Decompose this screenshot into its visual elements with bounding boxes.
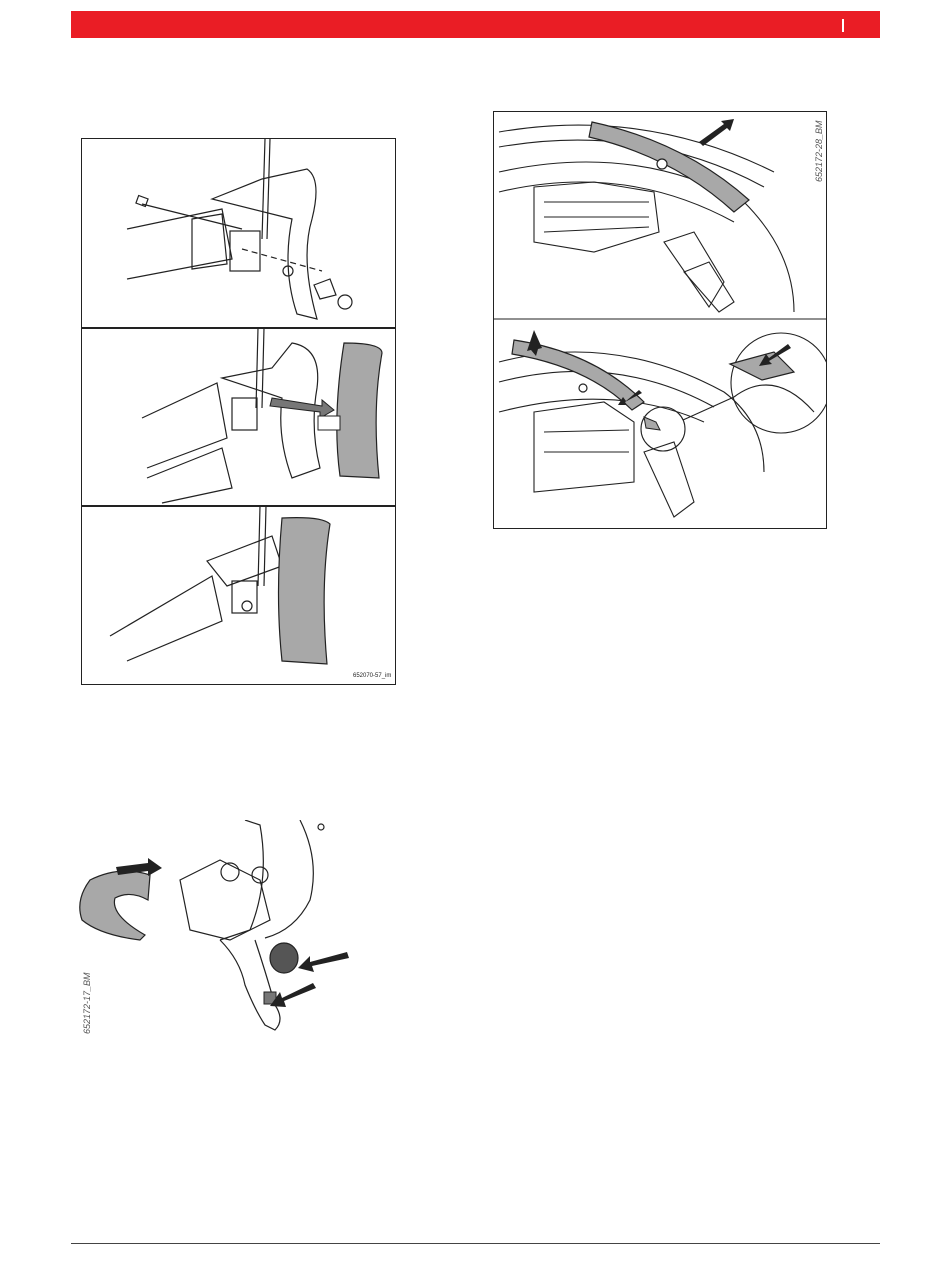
figure-id-label: 652172-28_BM — [814, 120, 824, 182]
header-tick — [842, 19, 844, 32]
rim-strip-figure — [493, 111, 827, 529]
rim-strip-drawing — [494, 112, 826, 528]
install-step-2-drawing — [82, 328, 395, 506]
install-step-3-panel — [81, 505, 396, 685]
footer-rule — [71, 1243, 880, 1244]
figure-id-label: 652172-17_BM — [82, 972, 92, 1034]
install-step-1-panel — [81, 138, 396, 329]
install-step-1-drawing — [82, 139, 395, 328]
install-step-2-panel — [81, 327, 396, 507]
figure-id-label: 652070-57_im — [353, 673, 392, 679]
protector-install-figure — [81, 138, 396, 685]
header-bar — [71, 11, 880, 38]
install-step-3-drawing — [82, 506, 395, 684]
head-insert-figure — [70, 820, 390, 1045]
head-insert-drawing — [70, 820, 390, 1045]
